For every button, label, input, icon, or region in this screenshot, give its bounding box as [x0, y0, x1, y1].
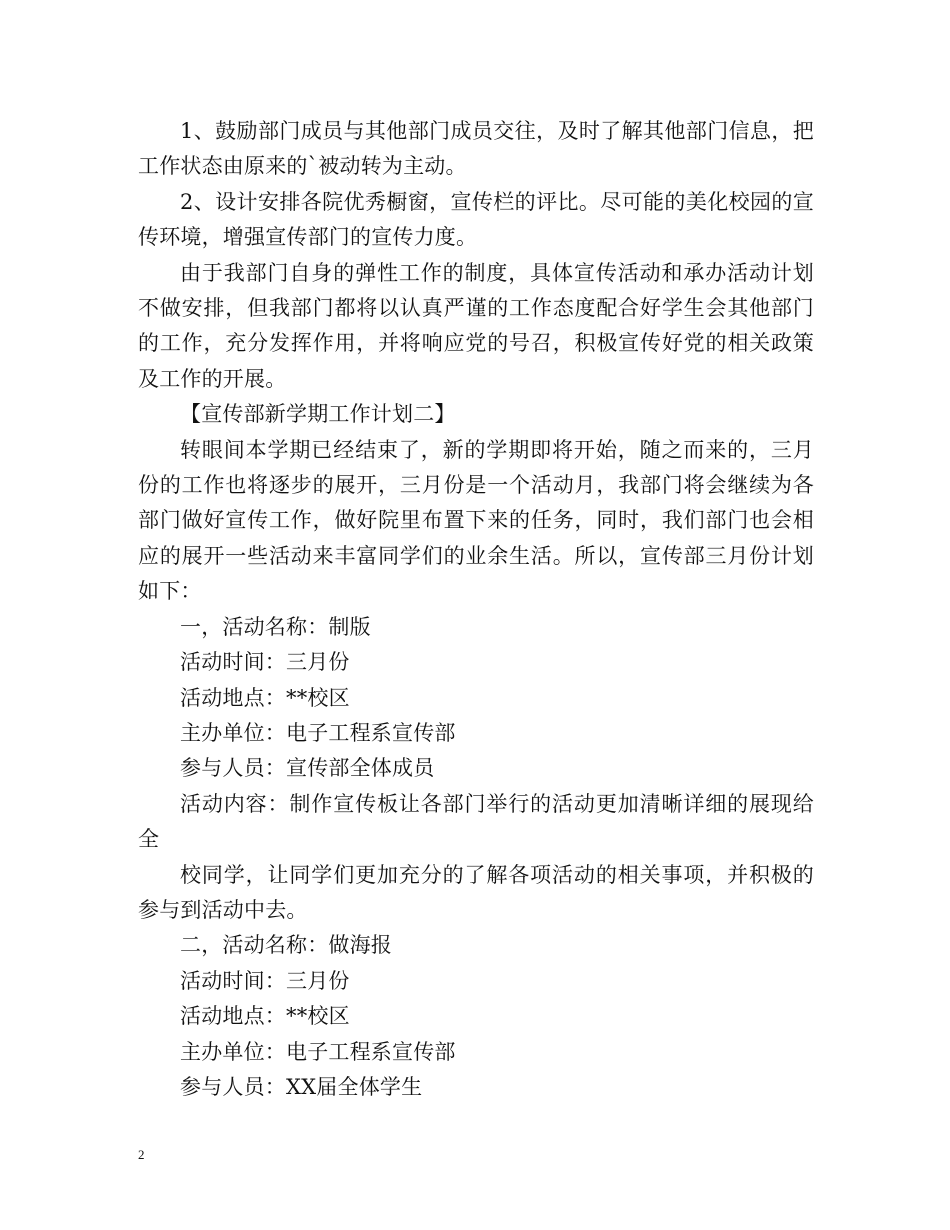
activity-2-time: 活动时间：三月份	[180, 968, 350, 993]
activity-1-participants: 参与人员：宣传部全体成员	[180, 756, 435, 781]
activity-1-location: 活动地点：**校区	[180, 685, 350, 710]
activity-2-participants: 参与人员：XX届全体学生	[180, 1074, 423, 1099]
section-heading: 【宣传部新学期工作计划二】	[180, 402, 456, 427]
activity-1-organizer: 主办单位：电子工程系宣传部	[180, 720, 456, 745]
paragraph-5: 转眼间本学期已经结束了，新的学期即将开始，随之而来的，三月份的工作也将逐步的展开，三月份是一个活动月，我部门将会继续为各部门做好宣传工作，做好院里布置下来的任务，同时，我们部门也会相应的展开一些活动来丰富同学们的业余生活。所以，宣传部三月份计划如下：	[138, 437, 814, 604]
page-number: 2	[138, 1147, 145, 1162]
body-text	[138, 114, 814, 1105]
activity-2-location: 活动地点：**校区	[180, 1004, 350, 1029]
activity-1-time: 活动时间：三月份	[180, 650, 350, 675]
paragraph-3: 由于我部门自身的弹性工作的制度，具体宣传活动和承办活动计划不做安排，但我部门都将以认真严谨的工作态度配合好学生会其他部门的工作，充分发挥作用，并将响应党的号召，积极宣传好党的相关政策及工作的开展。	[138, 260, 814, 391]
activity-1-name: 一，活动名称：制版	[180, 614, 371, 639]
paragraph-1: 1、鼓励部门成员与其他部门成员交往，及时了解其他部门信息，把工作状态由原来的`被动转为主动。	[138, 119, 814, 179]
activity-1-content-continued: 校同学，让同学们更加充分的了解各项活动的相关事项，并积极的参与到活动中去。	[138, 862, 814, 922]
activity-2-name: 二，活动名称：做海报	[180, 933, 392, 958]
activity-2-organizer: 主办单位：电子工程系宣传部	[180, 1039, 456, 1064]
paragraph-2: 2、设计安排各院优秀橱窗，宣传栏的评比。尽可能的美化校园的宣传环境，增强宣传部门的宣传力度。	[138, 189, 814, 250]
activity-1-content: 活动内容：制作宣传板让各部门举行的活动更加清晰详细的展现给全	[138, 791, 814, 852]
